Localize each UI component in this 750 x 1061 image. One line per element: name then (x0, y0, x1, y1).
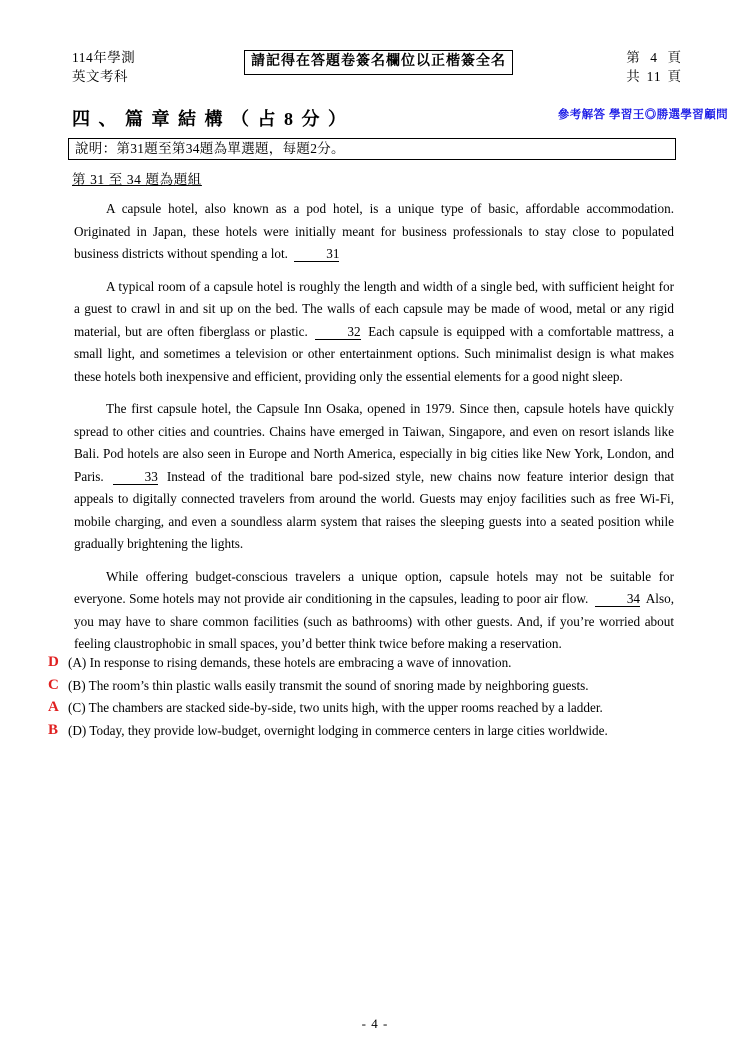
answer-mark: D (48, 654, 59, 670)
option-text: (D) Today, they provide low-budget, overnight lodging in commerce centers in large cities worldwide. (68, 722, 608, 738)
passage-paragraph (74, 276, 674, 389)
paragraph-tail: Also, you may have to share common facilities (such as bathrooms) with other guests. And, if you’re worried about feeling claustrophobic in small spaces, you’d better think twice before making a reservation. (74, 591, 674, 651)
section-title-tail: 分 ） (301, 109, 348, 129)
option-text: (A) In response to rising demands, these hotels are embracing a wave of innovation. (68, 655, 512, 670)
signature-reminder-box: 請記得在答題卷簽名欄位以正楷簽全名 (244, 50, 513, 75)
paragraph-body: A capsule hotel, also known as a pod hotel, is a unique type of basic, affordable accommodation. Originated in Japan, these hotels were initially meant for business professionals to stay close to populated business districts without spending a lot. (74, 201, 674, 261)
paragraph-body: While offering budget-conscious travelers a unique option, capsule hotels may not be suitable for everyone. Some hotels may not provide air conditioning in the capsules, leading to poor air flow. (74, 568, 674, 606)
option-row[interactable] (48, 652, 678, 675)
answer-blank-31: 31 (294, 246, 339, 262)
exam-subject: 英文考科 (72, 69, 128, 84)
option-row[interactable] (48, 697, 678, 720)
total-pages: 11 (646, 69, 662, 84)
total-page-row (626, 67, 682, 86)
passage-paragraph (74, 566, 674, 656)
passage-paragraph (74, 398, 674, 556)
instruction-box: 說明：第31題至第34題為單選題，每題2分。 (68, 138, 676, 160)
current-page-row (626, 48, 682, 67)
page-header (72, 48, 682, 92)
answer-mark: A (48, 699, 59, 715)
section-points: 8 (284, 109, 295, 129)
exam-identifier (72, 48, 135, 86)
answer-blank-34: 34 (595, 591, 640, 607)
page-unit-1: 頁 (667, 50, 682, 65)
answer-key-watermark: 參考解答 學習王◎勝選學習顧問 (557, 109, 728, 121)
page-number: 4 (650, 50, 658, 65)
paragraph-body: The first capsule hotel, the Capsule Inn Osaka, opened in 1979. Since then, capsule hotels have quickly spread to other cities and countries. Chains have emerged in Taiwan, Singapore, and even on resort islands like Bali. Pod hotels are also seen in Europe and North America, especially in big cities like New York, London, and Paris. (74, 401, 674, 484)
answer-mark: C (48, 676, 59, 693)
page-indicator (626, 48, 682, 86)
page-unit-2: 頁 (667, 69, 682, 84)
question-range-heading: 第 31 至 34 題為題組 (72, 172, 202, 187)
exam-year: 114年學測 (72, 50, 136, 65)
paragraph-tail: Instead of the traditional bare pod-sized style, new chains now feature interior design that appeals to digitally connected travelers from around the world. Guests may enjoy facilities such as free Wi-Fi, mobile charging, and even a soundless alarm system that raises the sleeping guests into a seated position while gradually brightening the lights. (74, 468, 675, 551)
page-label: 第 (626, 50, 641, 65)
option-text: (B) The room’s thin plastic walls easily transmit the sound of snoring made by neighboring guests. (68, 677, 589, 693)
answer-choices (48, 652, 678, 742)
paragraph-tail: Each capsule is equipped with a comfortable mattress, a small light, and sometimes a television or other entertainment options. Such minimalist design is what makes these hotels both inexpensive and efficient, providing only the essential elements for a good night sleep. (74, 323, 675, 384)
option-row[interactable] (48, 675, 678, 698)
passage-paragraph (74, 198, 674, 266)
section-title-text: 四 、 篇 章 結 構 （ 占 (72, 109, 278, 129)
section-title (72, 105, 348, 131)
answer-blank-32: 32 (315, 324, 360, 340)
answer-blank-33: 33 (113, 469, 158, 485)
reading-passage (74, 198, 674, 666)
option-row[interactable] (48, 720, 678, 743)
answer-mark: B (48, 721, 59, 738)
page-footer: - 4 - (361, 1016, 389, 1031)
option-text: (C) The chambers are stacked side-by-side, two units high, with the upper rooms reached by a ladder. (68, 700, 603, 715)
paragraph-body: A typical room of a capsule hotel is roughly the length and width of a single bed, with sufficient height for a guest to crawl in and sit up on the bed. The walls of each capsule may be made of wood, metal or any rigid material, but are often fiberglass or plastic. (74, 278, 674, 339)
total-label: 共 (626, 69, 641, 84)
